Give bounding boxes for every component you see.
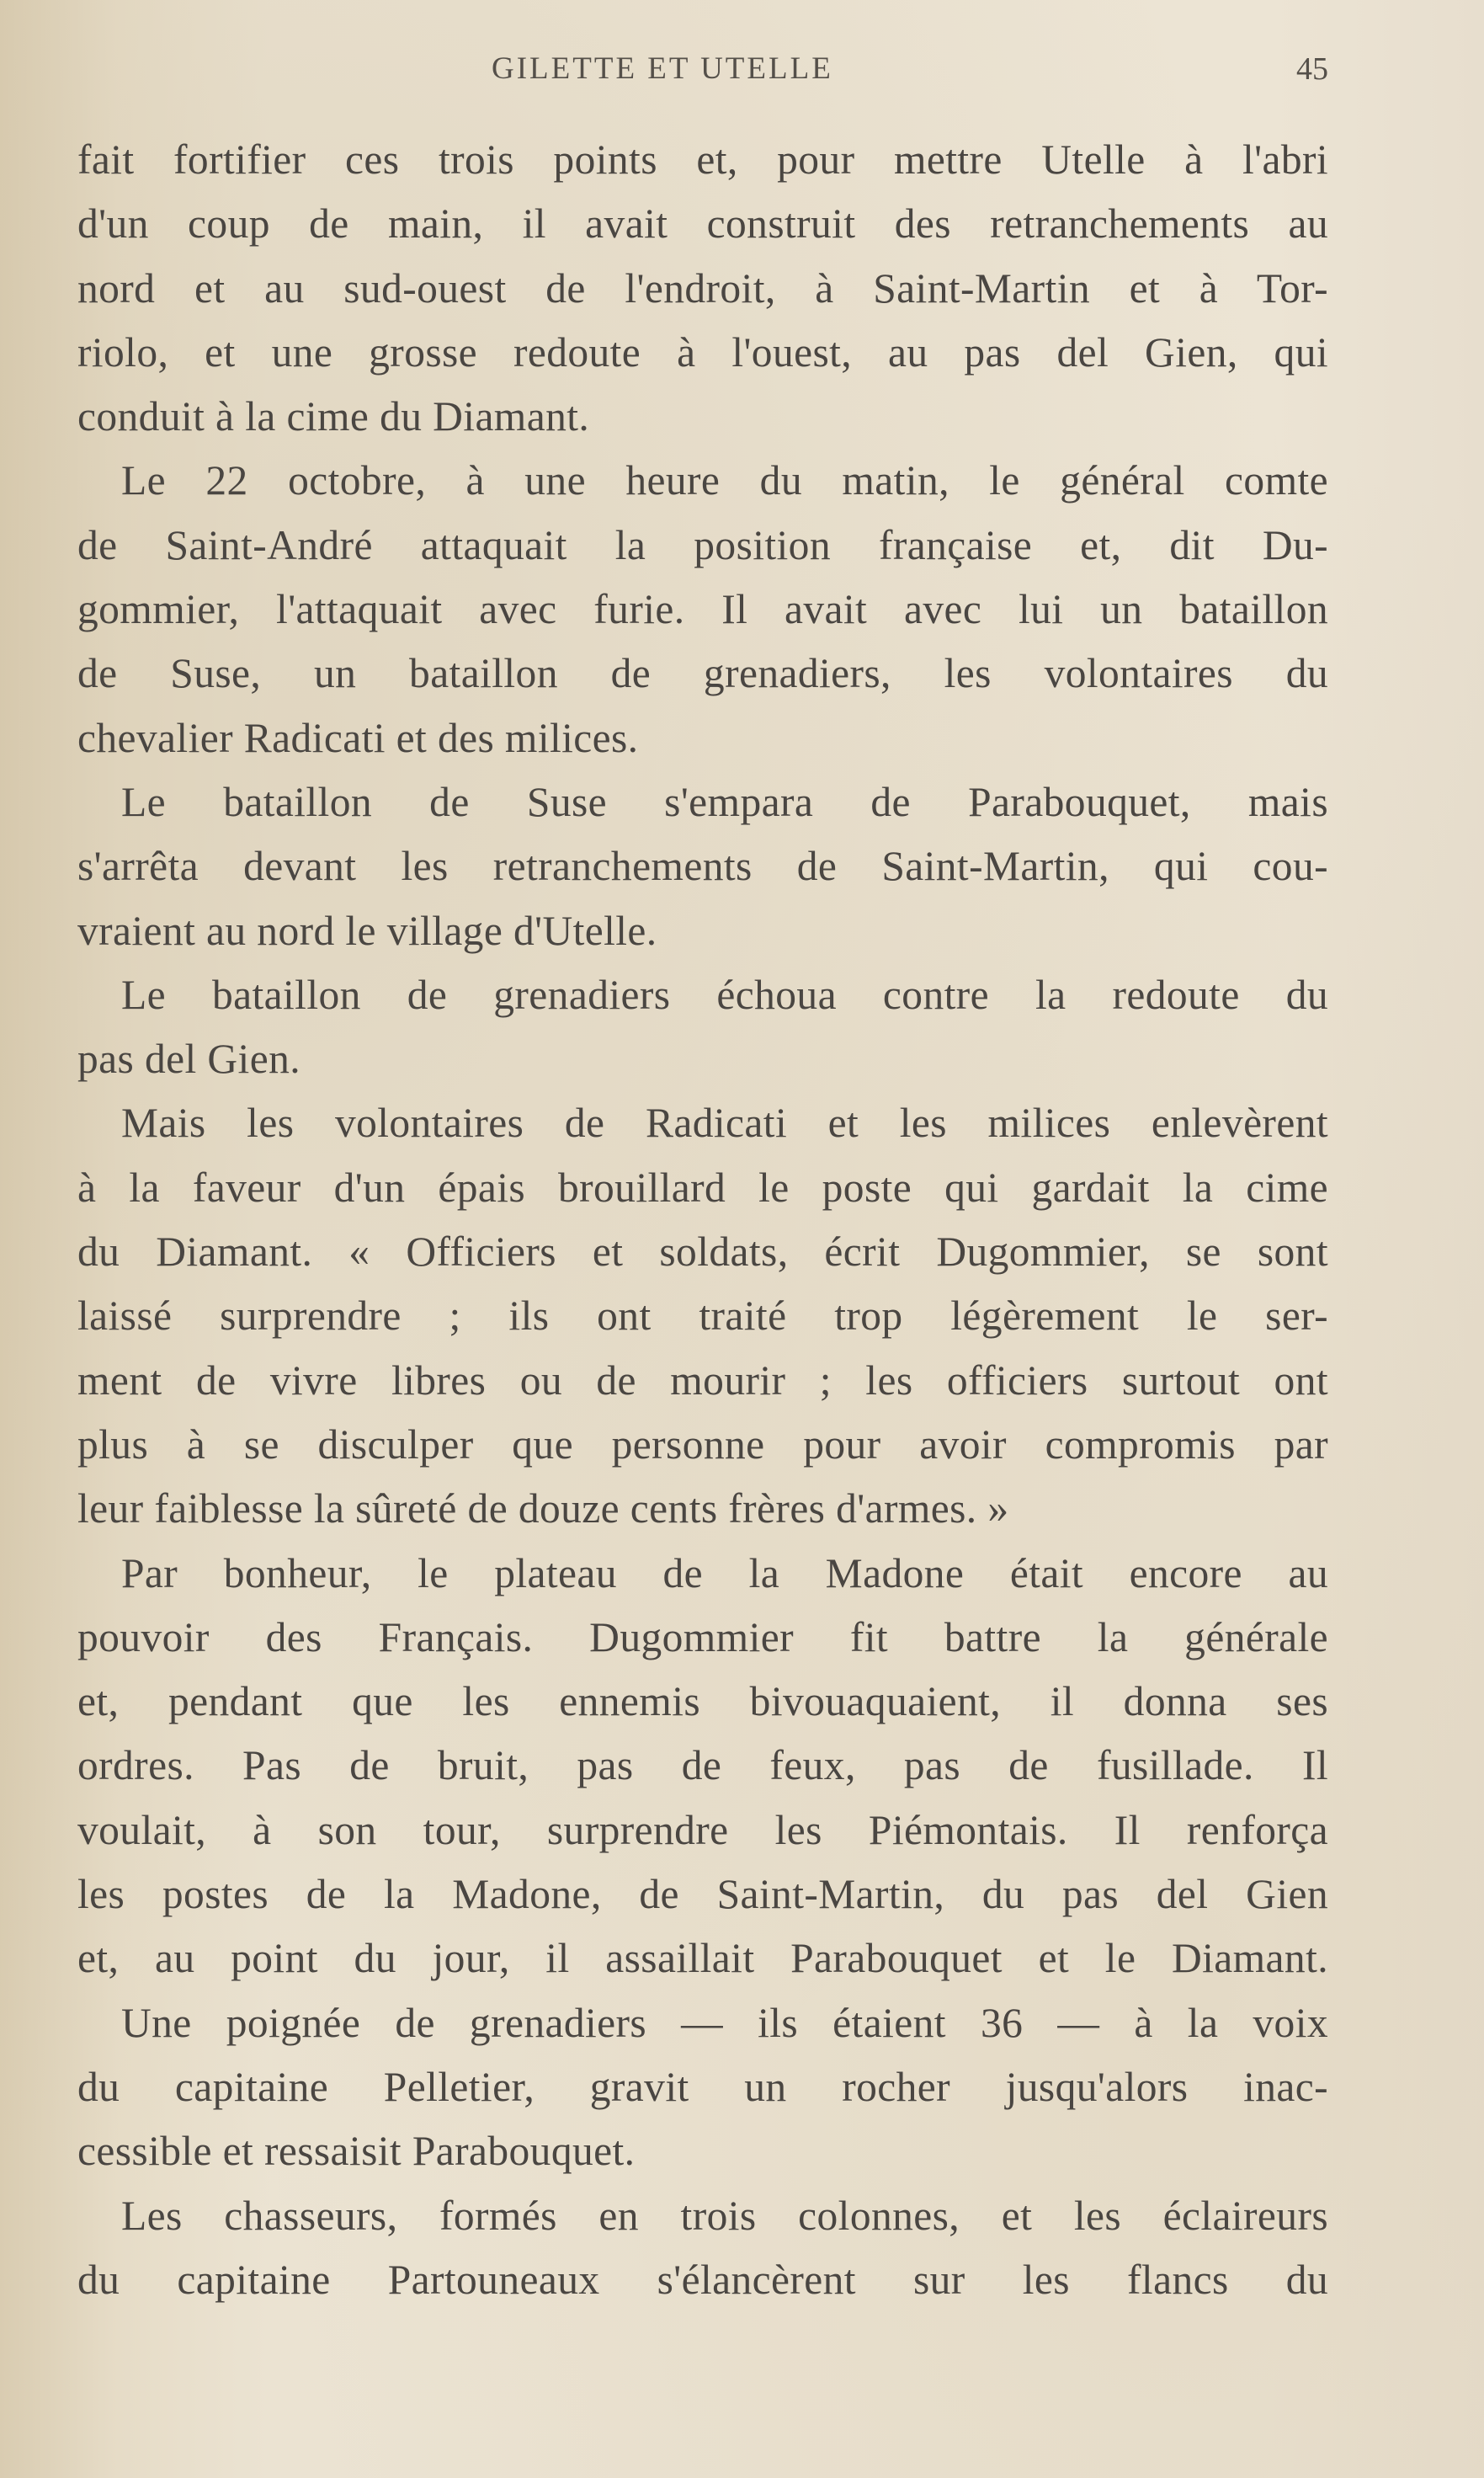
text-line: de Suse, un bataillon de grenadiers, les volontaires du [77,650,1328,697]
text-line: Mais les volontaires de Radicati et les milices enlevèrent [121,1100,1328,1147]
text-line: chevalier Radicati et des milices. [77,714,639,761]
text-line: d'un coup de main, il avait construit des retranchements au [77,200,1328,248]
text-line: pouvoir des Français. Dugommier fit battre la générale [77,1613,1328,1660]
text-line: du Diamant. « Officiers et soldats, écrit Dugommier, se sont [77,1228,1328,1276]
text-line: vraient au nord le village d'Utelle. [77,907,657,954]
text-line: Le bataillon de Suse s'empara de Parabouquet, mais [121,778,1328,825]
text-line: du capitaine Pelletier, gravit un rocher jusqu'alors inac- [77,2063,1328,2110]
text-line: voulait, à son tour, surprendre les Piémontais. Il renforça [77,1806,1328,1853]
text-line: à la faveur d'un épais brouillard le poste qui gardait la cime [77,1164,1328,1211]
text-line: conduit à la cime du Diamant. [77,393,590,440]
body-text [77,128,1328,2312]
text-line: laissé surprendre ; ils ont traité trop légèrement le ser- [77,1292,1328,1340]
text-line: Le bataillon de grenadiers échoua contre la redoute du [121,971,1328,1018]
text-line: Par bonheur, le plateau de la Madone était encore au [121,1549,1328,1596]
text-line: ordres. Pas de bruit, pas de feux, pas de fusillade. Il [77,1742,1328,1789]
text-line: et, au point du jour, il assaillait Parabouquet et le Diamant. [77,1935,1328,1982]
text-line: gommier, l'attaquait avec furie. Il avait avec lui un bataillon [77,586,1328,633]
text-line: Le 22 octobre, à une heure du matin, le général comte [121,457,1328,504]
text-line: du capitaine Partouneaux s'élancèrent sur les flancs du [77,2256,1328,2303]
text-line: ment de vivre libres ou de mourir ; les officiers surtout ont [77,1356,1328,1404]
text-line: plus à se disculper que personne pour avoir compromis par [77,1420,1328,1468]
text-line: s'arrêta devant les retranchements de Saint-Martin, qui cou- [77,843,1328,890]
text-line: de Saint-André attaquait la position française et, dit Du- [77,521,1328,568]
running-title: GILETTE ET UTELLE [492,51,833,86]
running-head [77,51,1328,93]
text-line: cessible et ressaisit Parabouquet. [77,2128,636,2175]
text-line: et, pendant que les ennemis bivouaquaient, il donna ses [77,1678,1328,1725]
text-line: Les chasseurs, formés en trois colonnes, et les éclaireurs [121,2192,1328,2239]
text-line: pas del Gien. [77,1036,301,1083]
text-line: les postes de la Madone, de Saint-Martin, du pas del Gien [77,1871,1328,1918]
text-line: Une poignée de grenadiers — ils étaient 36 — à la voix [121,1999,1328,2046]
text-line: nord et au sud-ouest de l'endroit, à Saint-Martin et à Tor- [77,264,1328,312]
text-line: riolo, et une grosse redoute à l'ouest, au pas del Gien, qui [77,328,1328,376]
page-number: 45 [1296,51,1328,87]
text-line: leur faiblesse la sûreté de douze cents frères d'armes. » [77,1485,1009,1532]
text-line: fait fortifier ces trois points et, pour mettre Utelle à l'abri [77,136,1328,183]
